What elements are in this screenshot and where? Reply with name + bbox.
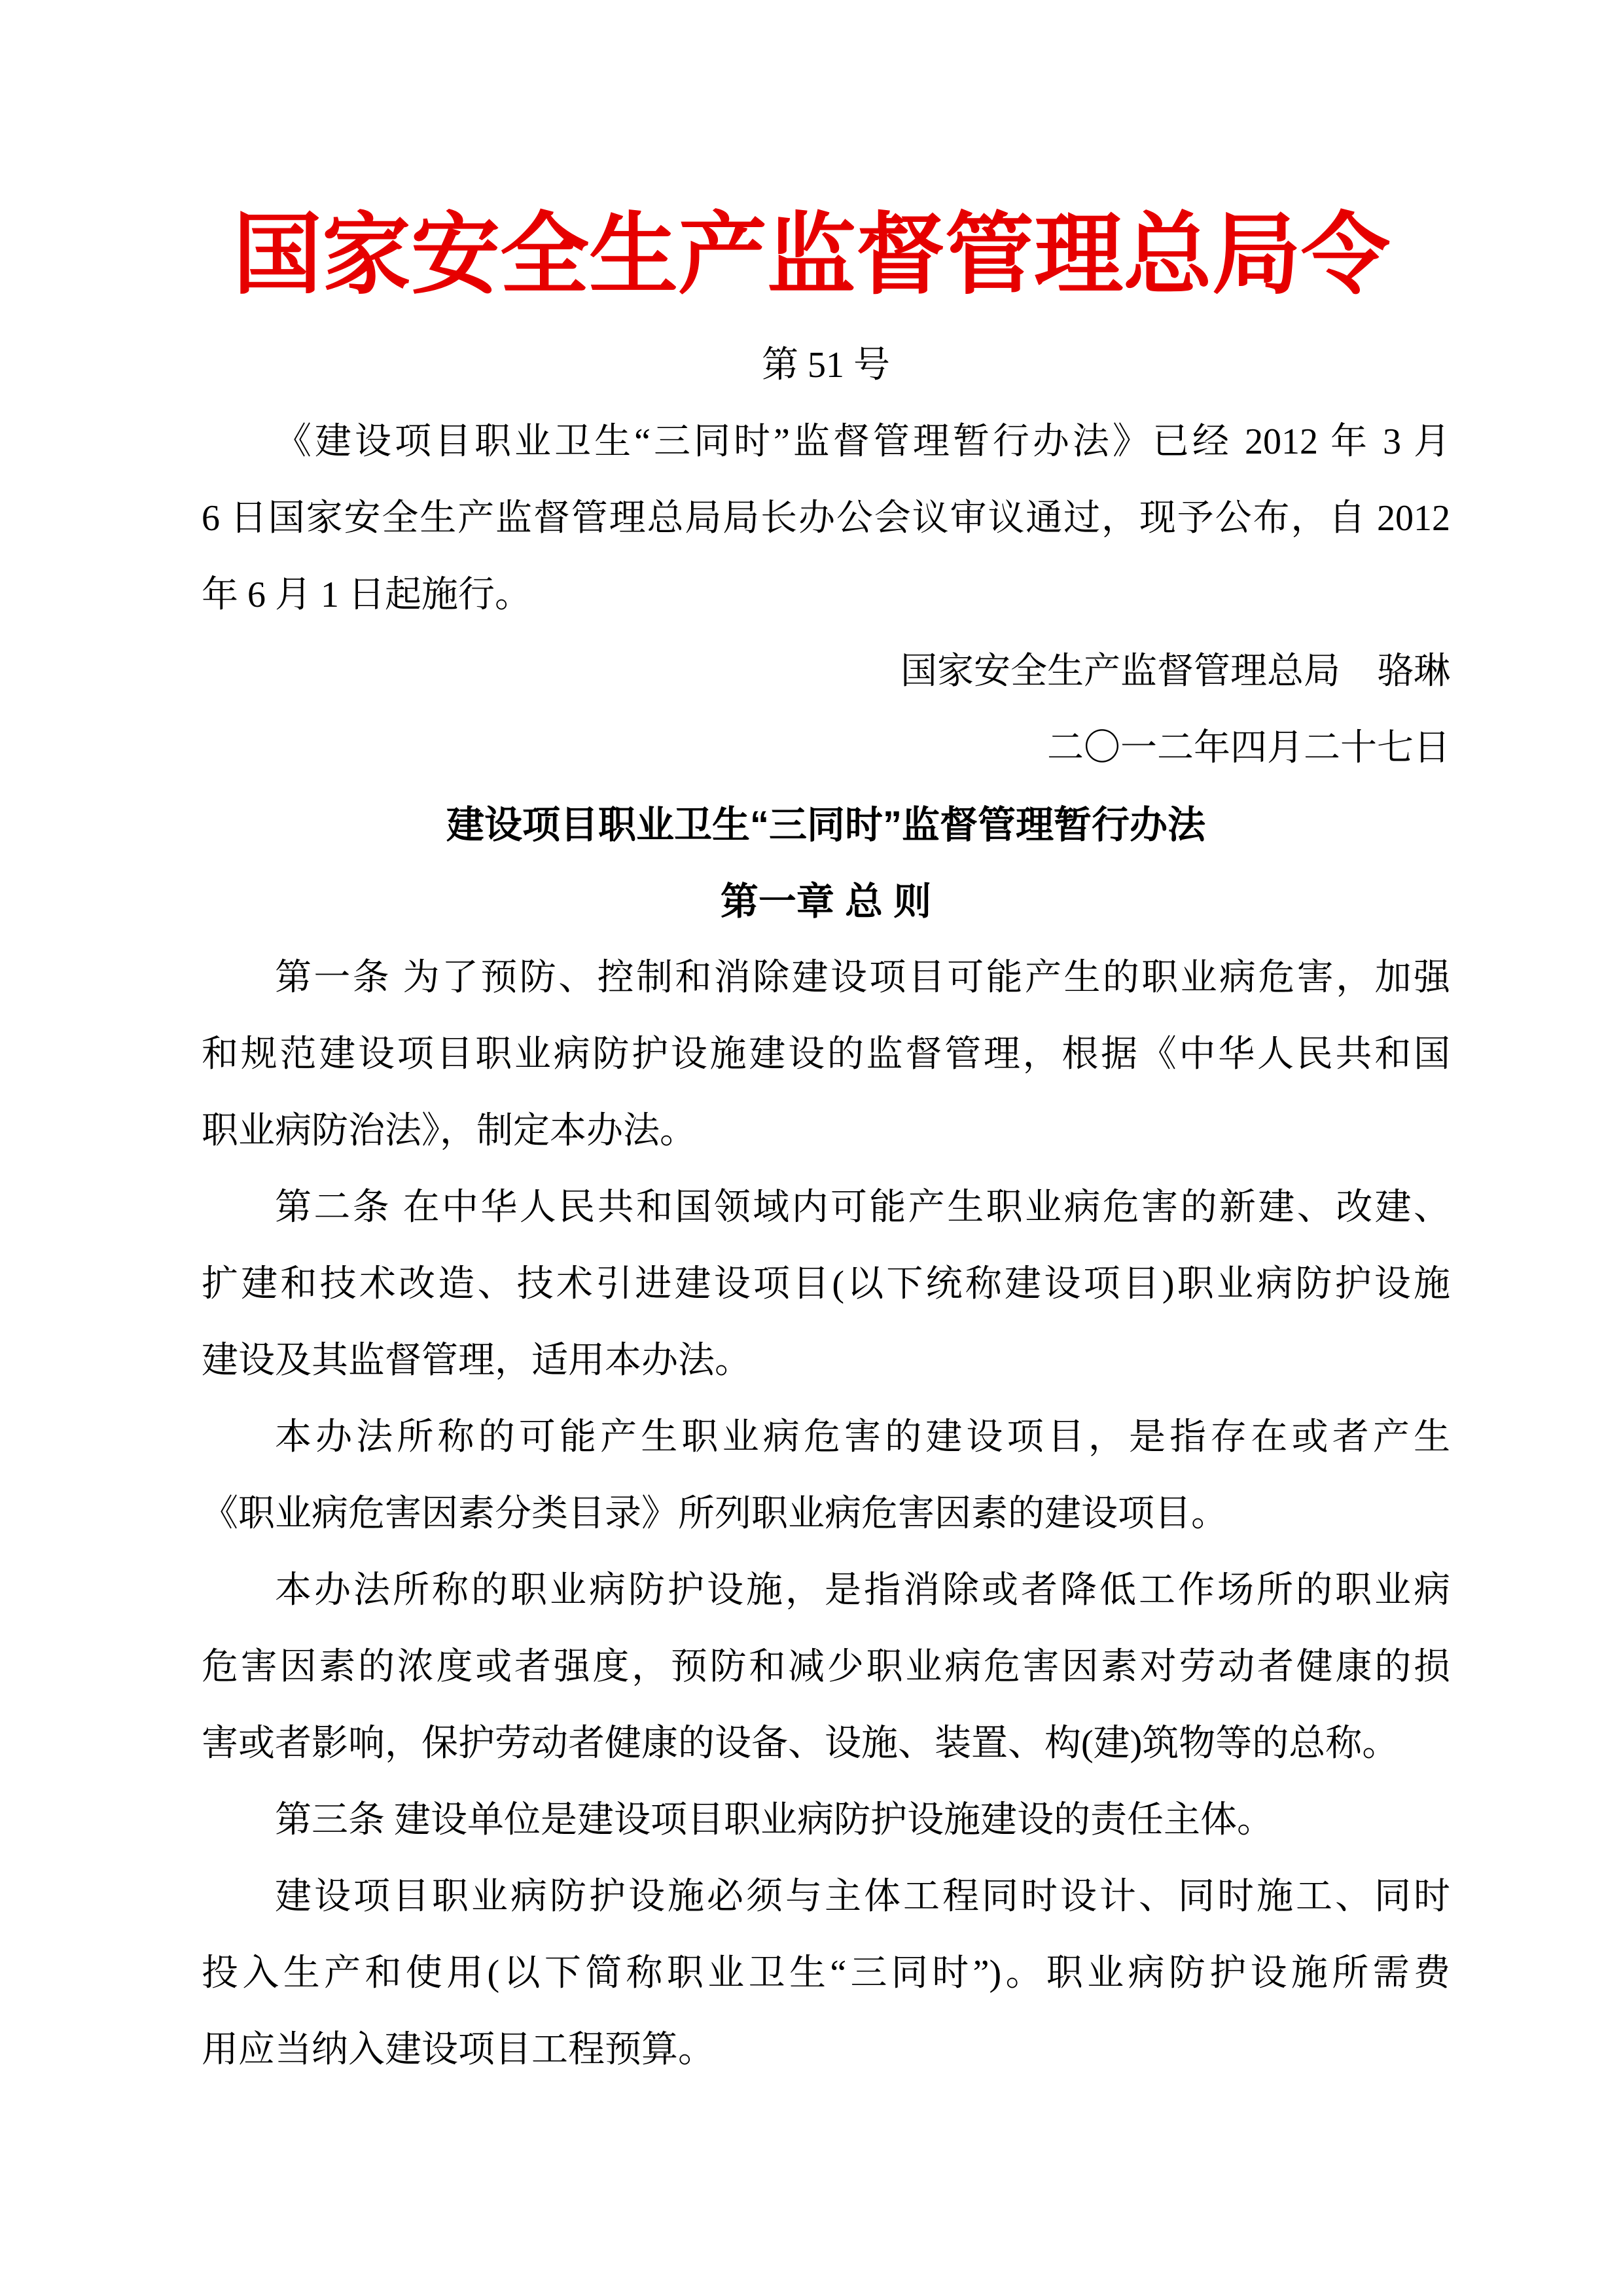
- article1-line-1: 第一条 为了预防、控制和消除建设项目可能产生的职业病危害，加强: [275, 958, 1450, 998]
- date-line: 二〇一二年四月二十七日: [1047, 728, 1450, 768]
- article3-para2-line-2: 投入生产和使用(以下简称职业卫生“三同时”)。职业病防护设施所需费: [202, 1953, 1450, 1994]
- article2-para3-line-2: 危害因素的浓度或者强度，预防和减少职业病危害因素对劳动者健康的损: [202, 1647, 1450, 1687]
- promulgation-line-3: 年 6 月 1 日起施行。: [202, 575, 531, 615]
- article2-para2-line-1: 本办法所称的可能产生职业病危害的建设项目，是指存在或者产生: [275, 1417, 1450, 1458]
- masthead-title: 国家安全生产监督管理总局令: [233, 207, 1390, 305]
- article3-line-1: 第三条 建设单位是建设项目职业病防护设施建设的责任主体。: [275, 1800, 1274, 1840]
- article2-line-3: 建设及其监督管理，适用本办法。: [202, 1340, 751, 1381]
- article2-para3-line-3: 害或者影响，保护劳动者健康的设备、设施、装置、构(建)筑物等的总称。: [202, 1723, 1399, 1764]
- order-number: 第 51 号: [762, 345, 890, 386]
- chapter-heading: 第一章 总 则: [720, 880, 932, 923]
- article1-line-2: 和规范建设项目职业病防护设施建设的监督管理，根据《中华人民共和国: [202, 1034, 1450, 1075]
- article2-line-2: 扩建和技术改造、技术引进建设项目(以下统称建设项目)职业病防护设施: [202, 1264, 1450, 1304]
- article3-para2-line-3: 用应当纳入建设项目工程预算。: [202, 2030, 715, 2070]
- article2-para3-line-1: 本办法所称的职业病防护设施，是指消除或者降低工作场所的职业病: [275, 1570, 1450, 1611]
- promulgation-line-1: 《建设项目职业卫生“三同时”监督管理暂行办法》已经 2012 年 3 月: [275, 422, 1450, 462]
- document-body: [202, 327, 1450, 2089]
- promulgation-line-2: 6 日国家安全生产监督管理总局局长办公会议审议通过，现予公布，自 2012: [202, 498, 1450, 539]
- article2-line-1: 第二条 在中华人民共和国领域内可能产生职业病危害的新建、改建、: [275, 1187, 1450, 1228]
- article1-line-3: 职业病防治法》，制定本办法。: [202, 1111, 696, 1151]
- signature-line: 国家安全生产监督管理总局 骆琳: [901, 651, 1450, 692]
- article3-para2-line-1: 建设项目职业病防护设施必须与主体工程同时设计、同时施工、同时: [275, 1876, 1450, 1917]
- regulation-title: 建设项目职业卫生“三同时”监督管理暂行办法: [446, 804, 1205, 846]
- article2-para2-line-2: 《职业病危害因素分类目录》所列职业病危害因素的建设项目。: [202, 1494, 1228, 1534]
